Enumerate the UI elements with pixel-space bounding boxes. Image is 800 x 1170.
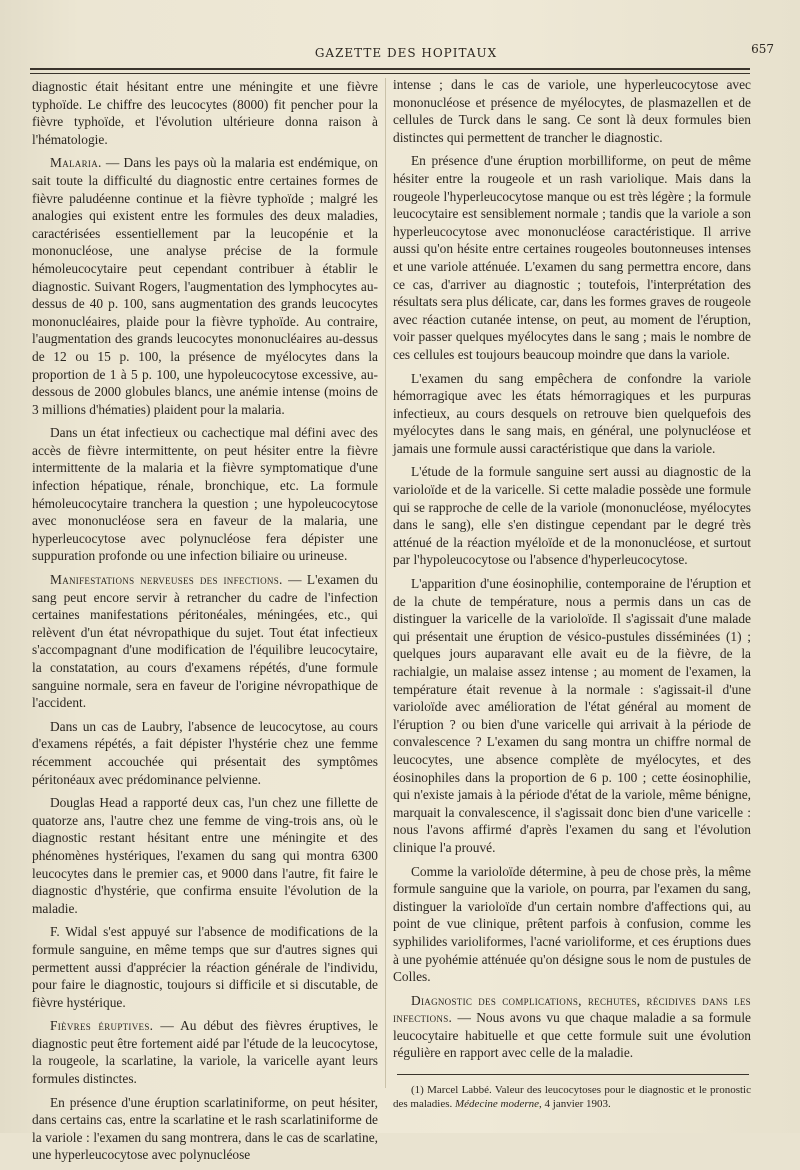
paragraph-text: — L'examen du sang peut encore servir à retrancher du cadre de l'infection certaines manifestations péritonéales, méningées, etc., qui relèvent d'un état névropathique du sujet. Tout état infectieux s'accompagnant d'une modification de l'équilibre leucocytaire, la constatation, au cours d'examens répétés, d'une formule sanguine normale, sera en faveur de l'origine névropathique de l'accident. — [32, 572, 378, 711]
section-heading: Manifestations nerveuses des infections. — [50, 572, 283, 588]
section-heading: Malaria. — [50, 155, 102, 171]
section-heading: Fièvres éruptives. — [50, 1018, 154, 1034]
footnote-rule — [397, 1074, 749, 1075]
paragraph-text: — Au début des fièvres éruptives, le diagnostic peut être fortement aidé par l'étude de la leucocytose, la rougeole, la scarlatine, la variole, la varicelle ayant leurs formules distinctes. — [32, 1018, 378, 1087]
page-number: 657 — [751, 42, 774, 56]
footnote-text: (1) Marcel Labbé. Valeur des leucocytoses pour le diagnostic et le pronostic des maladies. — [393, 1084, 751, 1111]
page-header — [34, 42, 778, 66]
footnote-date: , 4 janvier 1903. — [539, 1098, 611, 1111]
paragraph: F. Widal s'est appuyé sur l'absence de modifications de la formule sanguine, en même temps que sur d'autres signes qui permettent aussi d'apprécier la réaction générale de l'individu, pour faire le diagnostic, toujours si difficile et si discutable, de fièvre hystérique. — [32, 924, 378, 1010]
footnote — [393, 1083, 751, 1111]
paragraph: Dans un cas de Laubry, l'absence de leucocytose, au cours d'examens répétés, a fait dépister l'hystérie chez une femme récemment accouchée qui présentait des symptômes péritonéaux avec prédominance pelvienne. — [32, 718, 378, 787]
paragraph: L'apparition d'une éosinophilie, contemporaine de l'éruption et de la chute de température, nous a permis dans un cas de distinguer la varicelle de la varioloïde. Il s'agissait d'une malade qui présentait une éruption de vésico-pustules disséminées (1) ; quelques jours auparavant elle avait eu de la fièvre, de la rachialgie, un malaise assez intense ; au moment de l'examen, la température était revenue à la normale : s'agissait-il d'une varioloïde avec amélioration de l'état général au moment de l'éruption ? ou bien d'une varicelle qui arrivait à la période de convalescence ? L'examen du sang montra un chiffre normal de leucocytes, une absence complète de myélocytes, et des éosinophiles dans la proportion de 6 p. 100 ; cette éosinophilie, qui n'existe jamais à la période d'état de la variole, même bénigne, marquait la convalescence, il s'agissait donc bien d'une varicelle : nous l'avons affirmé d'après l'examen du sang et l'évolution clinique l'a prouvé. — [393, 576, 751, 855]
paragraph-text: — Nous avons vu que chaque maladie a sa formule leucocytaire habituelle et que cette formule suit une évolution régulière en rapport avec celle de la maladie. — [393, 1010, 751, 1061]
footnote-source: Médecine moderne — [455, 1098, 540, 1111]
running-title: GAZETTE DES HOPITAUX — [314, 46, 498, 60]
paragraph-eruptive — [32, 1017, 378, 1087]
paragraph: En présence d'une éruption scarlatiniforme, on peut hésiter, dans certains cas, entre la scarlatine et le rash scarlatiniforme de la variole : l'examen du sang montrera, dans le cas de scarlatine, une hyperleucocytose avec polynucléose — [32, 1094, 378, 1163]
paragraph: Douglas Head a rapporté deux cas, l'un chez une fillette de quatorze ans, l'autre chez une femme de ving-trois ans, où le diagnostic restant hésitant entre une méningite et des phénomènes hystériques, l'examen du sang qui montra 6300 leucocytes dans le premier cas, et 9000 dans l'autre, fit faire le diagnostic d'hystérie, que confirma ensuite l'évolution de la maladie. — [32, 795, 378, 916]
right-column — [393, 76, 751, 1117]
paragraph-nervous — [32, 571, 378, 712]
paragraph: L'étude de la formule sanguine sert aussi au diagnostic de la varioloïde et de la varicelle. Si cette maladie possède une formule qui se rapproche de celle de la variole (mononucléose, myélocytes dans le sang), elle s'en distingue cependant par le degré très atténué de la réaction myéloïde et de la mononucléose, et surtout par l'hypoleucocytose ou l'absence d'hyperleucocytose. — [393, 464, 751, 568]
paragraph-malaria — [32, 154, 378, 418]
column-divider — [385, 78, 386, 1088]
section-heading: Diagnostic des complications, rechutes, récidives dans les infections. — [393, 992, 751, 1026]
paragraph: Dans un état infectieux ou cachectique mal défini avec des accès de fièvre intermittente, on peut hésiter entre la fièvre intermittente de la malaria et la fièvre symptomatique d'une infection hépatique, rénale, bronchique, etc. La formule hémoleucocytaire tranchera la question ; une hypoleucocytose avec mononucléose sera en faveur de la malaria, une hyperleucocytose avec polynucléose fera dépister une suppuration profonde ou une infection biliaire ou urineuse. — [32, 425, 378, 564]
paragraph: diagnostic était hésitant entre une méningite et une fièvre typhoïde. Le chiffre des leucocytes (8000) fit pencher pour la fièvre typhoïde, et l'évolution ultérieure donna raison à l'hématologie. — [32, 79, 378, 147]
header-rule — [30, 68, 750, 70]
left-column — [32, 78, 378, 1170]
paragraph: L'examen du sang empêchera de confondre la variole hémorragique avec les états hémorragiques et les purpuras infectieux, au cours desquels on retrouve bien quelquefois des myélocytes dans le sang mais, en général, une polynucléose et jamais une formule aussi caractéristique que dans la variole. — [393, 370, 751, 456]
paragraph-complications — [393, 992, 751, 1062]
paragraph: En présence d'une éruption morbilliforme, on peut de même hésiter entre la rougeole et un rash variolique. Mais dans la rougeole l'hyperleucocytose manque ou est très légère ; la formule leucocytaire est sensiblement normale ; tandis que la variole a son hyperleucocytose avec mononucléose caractéristique. Il arrive aussi qu'on hésite entre certaines rougeoles boutonneuses intenses et une variole atténuée. L'examen du sang permettra encore, dans ce cas, d'arriver au diagnostic ; toutefois, l'interprétation des résultats sera plus délicate, car, dans les formes graves de rougeole avec réaction cutanée intense, on peut, au moment de l'éruption, voir passer quelques myélocytes dans le sang ; mais le nombre de ces cellules est toujours beaucoup moindre que dans la variole. — [393, 153, 751, 362]
header-rule-thin — [30, 73, 750, 74]
paragraph: intense ; dans le cas de variole, une hyperleucocytose avec mononucléose et présence de myélocytes, de plasmazellen et de cellules de Turck dans le sang. Ce sont là deux formules bien distinctes qui permettent de trancher le diagnostic. — [393, 77, 751, 145]
paragraph: Comme la varioloïde détermine, à peu de chose près, la même formule sanguine que la variole, on pourra, par l'examen du sang, distinguer la varioloïde d'un certain nombre d'affections qui, au point de vue clinique, prêtent parfois à confusion, comme les syphilides varioliformes, l'acné varioliforme, et ces éruptions dues à une pyohémie atténuée qu'on désigne sous le nom de pustules de Colles. — [393, 863, 751, 985]
paragraph-text: — Dans les pays où la malaria est endémique, on sait toute la difficulté du diagnostic entre certaines formes de fièvre paludéenne continue et la fièvre typhoïde ; malgré les analogies qui existent entre les formules des deux maladies, caractérisées essentiellement par la leucopénie et la mononucléose, une analyse précise de la formule hémoleucocytaire peut cependant contribuer à établir le diagnostic. Suivant Rogers, l'augmentation des lymphocytes au-dessus de 40 p. 100, sans augmentation des grands leucocytes mononucléaires, plaide pour la fièvre typhoïde. Au contraire, l'augmentation des grands leucocytes mononucléaires au-dessus de 12 ou 15 p. 100, la présence de myélocytes dans la proportion de 1 à 5 p. 100, une hypoleucocytose excessive, au-dessous de 2000 globules blancs, une anémie intense (moins de 3 millions d'hématies) plaident pour la malaria. — [32, 155, 378, 417]
